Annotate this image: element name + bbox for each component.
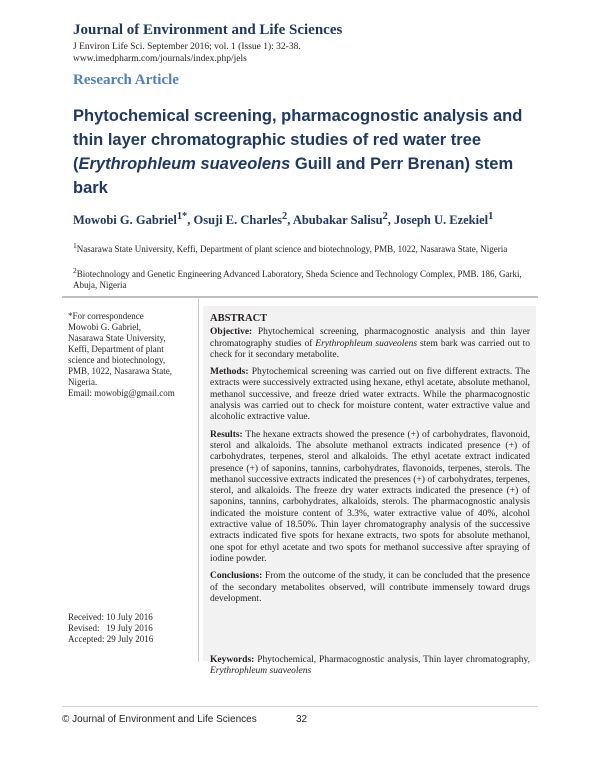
author-sup: 2	[282, 211, 288, 222]
article-dates	[68, 612, 153, 645]
correspondence-line: Mowobi G. Gabriel,	[68, 322, 141, 332]
citation: J Environ Life Sci. September 2016; vol. 1 (Issue 1): 32-38.	[73, 42, 301, 52]
correspondence-line: Nasarawa State University,	[68, 333, 166, 343]
author-separator: ,	[387, 213, 395, 228]
results-label: Results:	[210, 429, 243, 440]
affiliation-sup: 2	[73, 266, 77, 275]
title-species: Erythrophleum suaveolens	[78, 155, 291, 173]
author-name: Mowobi G. Gabriel	[73, 213, 177, 228]
author-name: Joseph U. Ezekiel	[394, 213, 489, 228]
results-text: The hexane extracts showed the presence (+) of carbohydrates, flavonoid, sterol and alkaloids. The absolute methanol extracts indicated presence (+) of carbohydrates, terpenes, sterol and alkaloids. The ethyl acetate extract indicated presence (+) of saponins, tannins, carbohydrates, flavonoids, terpenes, sterols. The methanol successive extracts indicated the presences (+) of carbohydrates, terpenes, sterol, and alkaloids. The freeze dry water extracts indicated the presence (+) of saponins, tannins, carbohydrates, alkaloids, sterols. The pharmacognostic analysis indicated the moisture content of 3.3%, water extractive value of 40%, alcohol extractive value of 18.50%. Thin layer chromatography analysis of the successive extracts indicated five spots for hexane extracts, two spots for absolute methanol, one spot for ethyl acetate and two spots for methanol successive after spraying of iodine powder.	[210, 429, 530, 564]
correspondence-heading: *For correspondence	[68, 311, 144, 321]
keywords-label: Keywords:	[210, 655, 255, 665]
objective-text-end: stem bark was carried out to check for it secondary metabolite.	[210, 338, 531, 360]
footer-divider	[62, 706, 538, 707]
keywords-text: Phytochemical, Pharmacognostic analysis, Thin layer chromatography,	[254, 655, 530, 665]
abstract-conclusions	[210, 571, 530, 605]
title-part-2: Guill and Perr Brenan) stem bark	[73, 155, 514, 197]
citation-block	[73, 41, 301, 65]
correspondence-line: science and biotechnology,	[68, 355, 166, 365]
title-part-1: Phytochemical screening, pharmacognostic analysis and thin layer chromatographic studies of red water tree (	[73, 107, 523, 173]
author-name: Abubakar Salisu	[292, 213, 383, 228]
correspondence-block	[68, 311, 196, 399]
author-sup: 2	[382, 211, 388, 222]
author-name: Osuji E. Charles	[193, 213, 283, 228]
affiliation-text: Biotechnology and Genetic Engineering Advanced Laboratory, Sheda Science and Technology Complex, PMB. 186, Garki, Abuja, Nigeria	[73, 269, 522, 290]
correspondence-line: Nigeria.	[68, 377, 98, 387]
objective-text: Phytochemical screening, pharmacognostic analysis and thin layer chromatography studies of	[210, 327, 530, 349]
correspondence-line: PMB, 1022, Nasarawa State,	[68, 366, 172, 376]
objective-species: Erythrophleum suaveolens	[315, 338, 418, 349]
affiliation-text: Nasarawa State University, Keffi, Department of plant science and biotechnology, PMB, 1022, Nasarawa State, Nigeria	[76, 244, 508, 254]
footer-copyright: © Journal of Environment and Life Sciences	[62, 714, 257, 725]
keywords	[210, 655, 530, 678]
author-sup: 1	[488, 211, 494, 222]
affiliation-sup: 1	[73, 241, 77, 250]
date-revised: Revised: 19 July 2016	[68, 623, 153, 633]
correspondence-email[interactable]: Email: mowobig@gmail.com	[68, 388, 175, 398]
conclusions-text: From the outcome of the study, it can be concluded that the presence of the secondary metabolites observed, will contribute immensely toward drugs development.	[210, 571, 530, 604]
journal-name: Journal of Environment and Life Sciences	[73, 22, 343, 38]
methods-label: Methods:	[210, 367, 249, 378]
conclusions-label: Conclusions:	[210, 571, 263, 582]
date-received: Received: 10 July 2016	[68, 612, 153, 622]
methods-text: Phytochemical screening was carried out on five different extracts. The extracts were successively extracted using hexane, ethyl acetate, absolute methanol, methanol successive, and freeze dried water extracts. While the pharmacognostic analysis was carried out to check for moisture content, water extractive value and alcoholic extractive value.	[210, 367, 530, 423]
author-list	[73, 211, 493, 228]
abstract-heading: ABSTRACT	[210, 313, 268, 324]
abstract-results	[210, 430, 530, 566]
correspondence-line: Keffi, Department of plant	[68, 344, 164, 354]
abstract-body	[210, 313, 530, 611]
article-title	[73, 104, 543, 200]
author-separator: ,	[187, 213, 194, 228]
keywords-species: Erythrophleum suaveolens	[210, 666, 312, 677]
abstract-methods	[210, 367, 530, 423]
affiliation-2	[73, 265, 533, 291]
author-sup: 1*	[176, 211, 188, 222]
abstract-objective	[210, 327, 530, 361]
date-accepted: Accepted: 29 July 2016	[68, 634, 154, 644]
column-divider	[198, 297, 199, 662]
author-separator: ,	[287, 213, 293, 228]
journal-url[interactable]: www.imedpharm.com/journals/index.php/jels	[73, 54, 247, 64]
article-type: Research Article	[73, 72, 179, 88]
affiliation-1	[73, 240, 533, 255]
top-divider	[62, 296, 538, 298]
page-number: 32	[296, 714, 308, 725]
objective-label: Objective:	[210, 327, 253, 338]
